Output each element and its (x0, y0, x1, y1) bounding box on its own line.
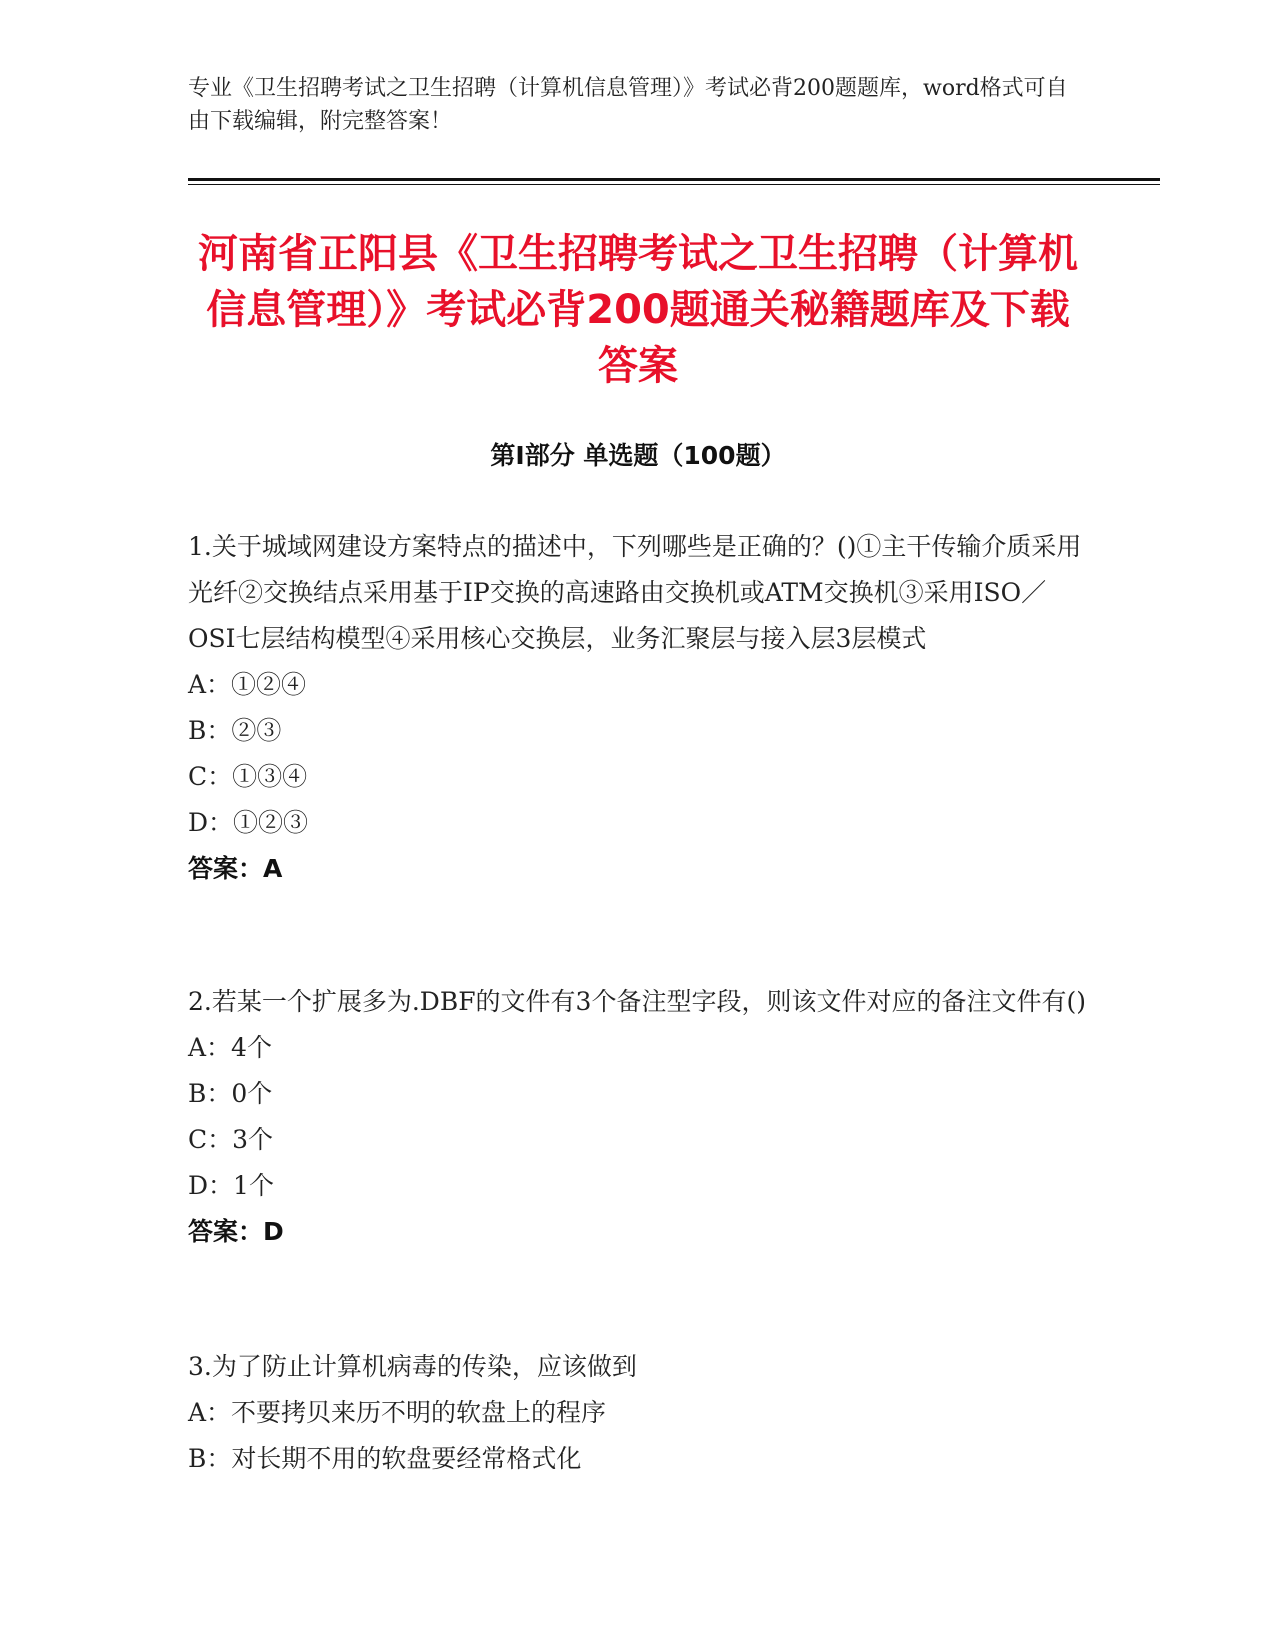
question-stem: 2.若某一个扩展多为.DBF的文件有3个备注型字段，则该文件对应的备注文件有() (188, 987, 1086, 1016)
option-c: C：①③④ (188, 762, 308, 791)
answer-line: 答案：A (188, 854, 283, 883)
question-stem: 1.关于城域网建设方案特点的描述中，下列哪些是正确的？()①主干传输介质采用光纤②交换结点采用基于IP交换的高速路由交换机或ATM交换机③采用ISO／OSI七层结构模型④采用核心交换层，业务汇聚层与接入层3层模式 (188, 532, 1082, 653)
option-d: D：①②③ (188, 808, 309, 837)
option-d: D：1个 (188, 1171, 274, 1200)
header-rule-thick (188, 178, 1160, 181)
header-rule-thin (188, 184, 1160, 185)
option-a: A：①②④ (188, 670, 307, 699)
question-block (188, 979, 1088, 1255)
option-b: B：对长期不用的软盘要经常格式化 (188, 1444, 582, 1473)
option-a: A：4个 (188, 1033, 272, 1062)
option-c: C：3个 (188, 1125, 274, 1154)
document-title: 河南省正阳县《卫生招聘考试之卫生招聘（计算机信息管理）》考试必背200题通关秘籍题库及下载答案 (198, 231, 1078, 389)
option-a: A：不要拷贝来历不明的软盘上的程序 (188, 1398, 607, 1427)
question-block (188, 524, 1088, 892)
option-b: B：②③ (188, 716, 282, 745)
question-stem: 3.为了防止计算机病毒的传染，应该做到 (188, 1352, 637, 1381)
answer-line: 答案：D (188, 1217, 284, 1246)
section-heading: 第Ⅰ部分 单选题（100题） (490, 441, 786, 470)
question-block (188, 1344, 1088, 1482)
option-b: B：0个 (188, 1079, 273, 1108)
header-note: 专业《卫生招聘考试之卫生招聘（计算机信息管理）》考试必背200题题库，word格式可自由下载编辑，附完整答案！ (188, 76, 1068, 134)
